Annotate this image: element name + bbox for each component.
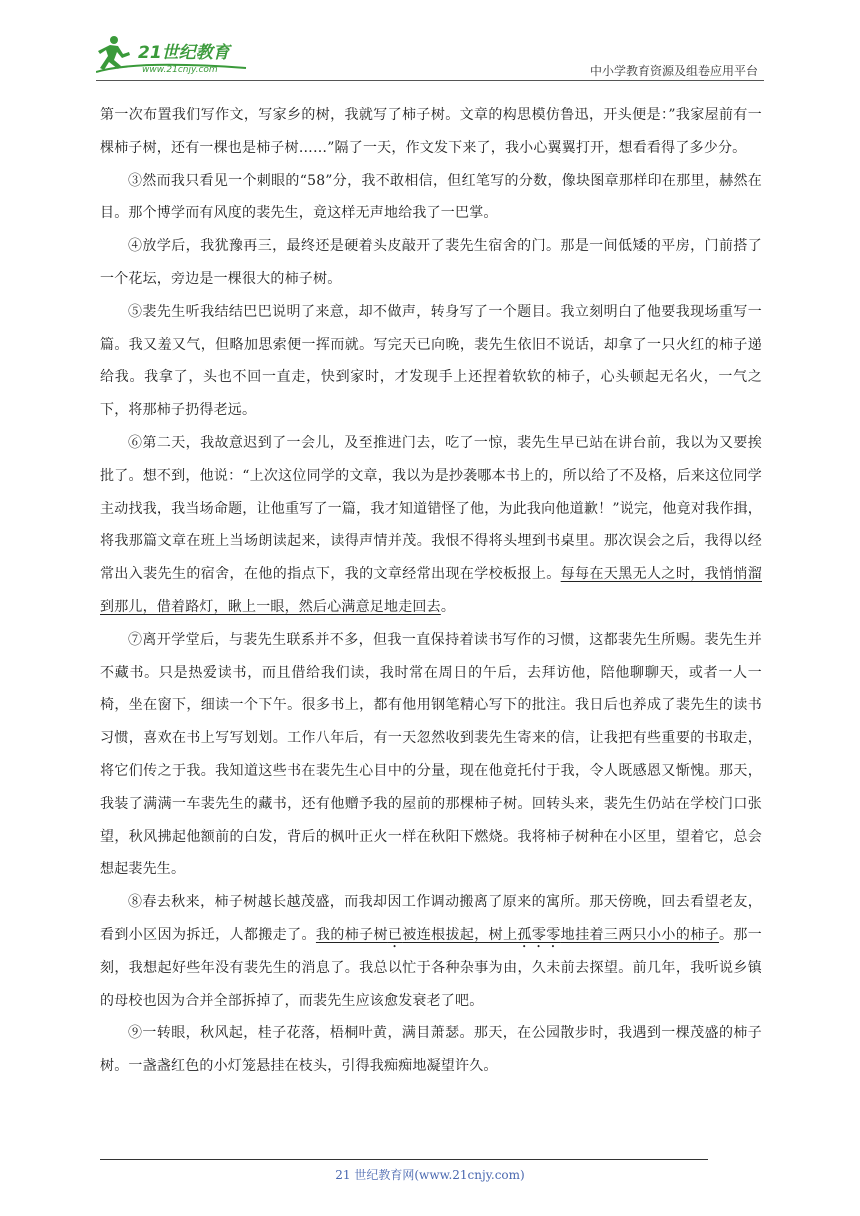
paragraph-8-text-a: ⑧春去秋来，柿子树越长越茂盛，而我却因工作调动搬离了原来的寓所。那天傍晚，回去看望老友，看到小区因为拆迁，人都搬走了。 xyxy=(100,894,762,943)
underlined-sentence: 每每在天黑无人之时，我悄悄溜到那儿，借着路灯，瞅上一眼，然后心满意足地走回去 xyxy=(100,566,762,615)
emphasis-dot-2: 孤零零 xyxy=(517,926,561,943)
paragraph-6-text: ⑥第二天，我故意迟到了一会儿，及至推进门去，吃了一惊，裴先生早已站在讲台前，我以为又要挨批了。想不到，他说：“上次这位同学的文章，我以为是抄袭哪本书上的，所以给了不及格，后来这位同学主动找我，我当场命题，让他重写了一篇，我才知道错怪了他，为此我向他道歉！”说完，他竟对我作揖，将我那篇文章在班上当场朗读起来，读得声情并茂。我恨不得将头埋到书桌里。那次误会之后，我得以经常出入裴先生的宿舍，在他的指点下，我的文章经常出现在学校板报上。 xyxy=(100,434,762,583)
footer-divider xyxy=(100,1159,708,1160)
logo xyxy=(96,34,256,76)
paragraph-3: ③然而我只看见一个刺眼的“58”分，我不敢相信，但红笔写的分数，像块图章那样印在那里，赫然在目。那个博学而有风度的裴先生，竟这样无声地给我了一巴掌。 xyxy=(100,172,762,222)
platform-name: 中小学教育资源及组卷应用平台 xyxy=(589,64,758,78)
paragraph-2-tail: 第一次布置我们写作文，写家乡的树，我就写了柿子树。文章的构思模仿鲁迅，开头便是：”我家屋前有一棵柿子树，还有一棵也是柿子树……”隔了一天，作文发下来了，我小心翼翼打开，想看看得了多少分。 xyxy=(100,107,762,156)
paragraph-4: ④放学后，我犹豫再三，最终还是硬着头皮敲开了裴先生宿舍的门。那是一间低矮的平房，门前搭了一个花坛，旁边是一棵很大的柿子树。 xyxy=(100,238,762,287)
underlined-phrase-2: 被连根拔起，树上 xyxy=(402,926,518,943)
paragraph-6-end: 。 xyxy=(440,598,456,615)
underlined-phrase-3: 地挂着三两只小小的柿子 xyxy=(560,926,720,943)
header-divider xyxy=(96,80,764,81)
paragraph-8 xyxy=(100,886,762,1017)
paragraph-7: ⑦离开学堂后，与裴先生联系并不多，但我一直保持着读书写作的习惯，这都裴先生所赐。裴先生并不藏书。只是热爱读书，而且借给我们读，我时常在周日的午后，去拜访他，陪他聊聊天，或者一人一椅，坐在窗下，细读一个下午。很多书上，都有他用钢笔精心写下的批注。我日后也养成了裴先生的读书习惯，喜欢在书上写写划划。工作八年后，有一天忽然收到裴先生寄来的信，让我把有些重要的书取走，将它们传之于我。我知道这些书在裴先生心目中的分量，现在他竟托付于我，令人既感恩又惭愧。那天，我装了满满一车裴先生的藏书，还有他赠予我的屋前的那棵柿子树。回转头来，裴先生仍站在学校门口张望，秋风拂起他额前的白发，背后的枫叶正火一样在秋阳下燃烧。我将柿子树种在小区里，望着它，总会想起裴先生。 xyxy=(100,631,762,878)
article-body xyxy=(100,99,762,1083)
page-header xyxy=(96,34,764,82)
paragraph-6 xyxy=(100,427,762,624)
emphasis-dot-1: 已 xyxy=(387,926,403,943)
footer-link[interactable]: 21 世纪教育网(www.21cnjy.com) xyxy=(335,1168,525,1182)
logo-sub-text: www.21cnjy.com xyxy=(142,65,218,75)
paragraph-8-text-b: 。那一刻，我想起好些年没有裴先生的消息了。我总以忙于各种杂事为由，久未前去探望。前几年，我听说乡镇的母校也因为合并全部拆掉了，而裴先生应该愈发衰老了吧。 xyxy=(100,926,763,1009)
paragraph-9: ⑨一转眼，秋风起，桂子花落，梧桐叶黄，满目萧瑟。那天，在公园散步时，我遇到一棵茂盛的柿子树。一盏盏红色的小灯笼悬挂在枝头，引得我痴痴地凝望许久。 xyxy=(100,1025,762,1075)
paragraph-5: ⑤裴先生听我结结巴巴说明了来意，却不做声，转身写了一个题目。我立刻明白了他要我现场重写一篇。我又羞又气，但略加思索便一挥而就。写完天已向晚，裴先生依旧不说话，却拿了一只火红的柿子递给我。我拿了，头也不回一直走，快到家时，才发现手上还捏着软软的柿子，心头顿起无名火，一气之下，将那柿子扔得老远。 xyxy=(100,303,762,419)
logo-main-text: 21世纪教育 xyxy=(138,43,230,63)
underlined-phrase-1: 我的柿子树 xyxy=(315,926,388,943)
